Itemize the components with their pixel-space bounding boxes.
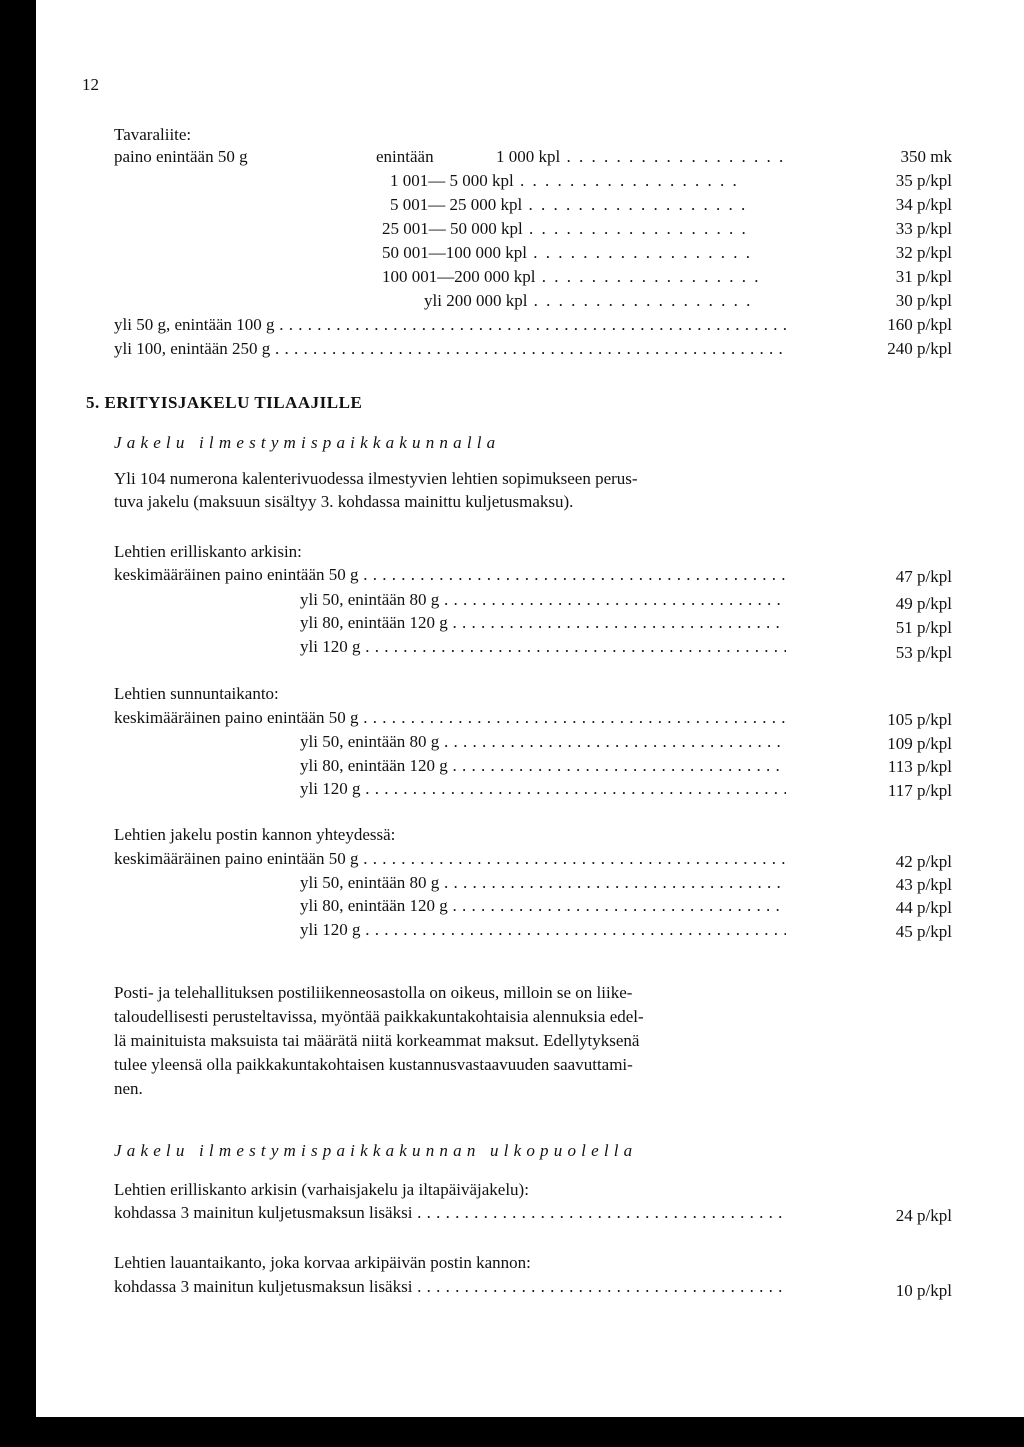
rate-row: yli 120 g . . . (300, 636, 786, 658)
rate-value: 51 p/kpl (895, 618, 952, 637)
subheading-local: Jakelu ilmestymispaikkakunnalla (114, 433, 501, 452)
outside-title: Lehtien lauantaikanto, joka korvaa arkipäivän postin kannon: (114, 1253, 531, 1272)
rate-value: 42 p/kpl (895, 852, 952, 871)
outside-row: kohdassa 3 mainitun kuljetusmaksun lisäksi . . . (114, 1202, 786, 1224)
tier-value: 30 p/kpl (895, 291, 952, 310)
rate-value: 44 p/kpl (895, 898, 952, 917)
rate-value: 53 p/kpl (895, 643, 952, 662)
weight-value: 240 p/kpl (887, 339, 952, 358)
rate-value: 105 p/kpl (887, 710, 952, 729)
weight-value: 160 p/kpl (887, 315, 952, 334)
rate-row: keskimääräinen paino enintään 50 g . . . (114, 848, 786, 870)
section-heading: 5. ERITYISJAKELU TILAAJILLE (86, 393, 363, 412)
rate-value: 47 p/kpl (895, 567, 952, 586)
intro-line-2: tuva jakelu (maksuun sisältyy 3. kohdassa mainittu kuljetusmaksu). (114, 492, 574, 511)
weight-row: yli 50 g, enintään 100 g . . . (114, 314, 786, 336)
tier-row: 100 001—200 000 kpl . . . . . . . . . . . . . . . . . . (382, 267, 761, 286)
rate-row: keskimääräinen paino enintään 50 g . . . (114, 707, 786, 729)
rate-row: yli 50, enintään 80 g . . . (300, 589, 786, 611)
intro-line-1: Yli 104 numerona kalenterivuodessa ilmestyvien lehtien sopimukseen perus- (114, 469, 638, 488)
group-title: Lehtien jakelu postin kannon yhteydessä: (114, 825, 396, 844)
note-line: lä mainituista maksuista tai määrätä niitä korkeammat maksut. Edellytyksenä (114, 1031, 640, 1050)
outside-title: Lehtien erilliskanto arkisin (varhaisjakelu ja iltapäiväjakelu): (114, 1180, 529, 1199)
note-line: tulee yleensä olla paikkakuntakohtaisen kustannusvastaavuuden saavuttami- (114, 1055, 633, 1074)
subheading-outside: Jakelu ilmestymispaikkakunnan ulkopuolella (114, 1141, 638, 1160)
tier-row: enintään 1 000 kpl . . . . . . . . . . . . . . . . . . (376, 147, 786, 166)
note-line: Posti- ja telehallituksen postiliikenneosastolla on oikeus, milloin se on liike- (114, 983, 633, 1002)
outside-row: kohdassa 3 mainitun kuljetusmaksun lisäksi . . . (114, 1276, 786, 1298)
tier-value: 33 p/kpl (895, 219, 952, 238)
tavaraliite-title: Tavaraliite: (114, 125, 192, 144)
note-line: nen. (114, 1079, 143, 1098)
document-page (36, 0, 1024, 1417)
tier-value: 32 p/kpl (895, 243, 952, 262)
group-title: Lehtien erilliskanto arkisin: (114, 542, 302, 561)
tier-value: 350 mk (900, 147, 952, 166)
tier-row: yli 200 000 kpl . . . . . . . . . . . . . . . . . . (424, 291, 753, 310)
note-line: taloudellisesti perusteltavissa, myöntää paikkakuntakohtaisia alennuksia edel- (114, 1007, 644, 1026)
rate-value: 113 p/kpl (887, 757, 952, 776)
page-number: 12 (82, 75, 99, 94)
tavaraliite-weight-label: paino enintään 50 g (114, 147, 248, 166)
rate-row: yli 50, enintään 80 g . . . (300, 872, 786, 894)
tier-row: 1 001— 5 000 kpl . . . . . . . . . . . . . . . . . . (390, 171, 739, 190)
tier-value: 31 p/kpl (895, 267, 952, 286)
rate-row: yli 120 g . . . (300, 919, 786, 941)
rate-row: yli 80, enintään 120 g . . . (300, 755, 786, 777)
rate-row: yli 50, enintään 80 g . . . (300, 731, 786, 753)
tier-value: 34 p/kpl (895, 195, 952, 214)
rate-value: 49 p/kpl (895, 594, 952, 613)
rate-row: yli 120 g . . . (300, 778, 786, 800)
rate-row: yli 80, enintään 120 g . . . (300, 895, 786, 917)
rate-value: 45 p/kpl (895, 922, 952, 941)
tier-row: 25 001— 50 000 kpl . . . . . . . . . . . . . . . . . . (382, 219, 748, 238)
rate-value: 109 p/kpl (887, 734, 952, 753)
tier-value: 35 p/kpl (895, 171, 952, 190)
bottom-border (36, 1417, 1024, 1447)
tier-row: 50 001—100 000 kpl . . . . . . . . . . . . . . . . . . (382, 243, 752, 262)
rate-value: 117 p/kpl (887, 781, 952, 800)
left-border (0, 0, 36, 1447)
outside-value: 24 p/kpl (895, 1206, 952, 1225)
rate-row: yli 80, enintään 120 g . . . (300, 612, 786, 634)
outside-value: 10 p/kpl (895, 1281, 952, 1300)
group-title: Lehtien sunnuntaikanto: (114, 684, 279, 703)
tier-row: 5 001— 25 000 kpl . . . . . . . . . . . . . . . . . . (390, 195, 748, 214)
weight-row: yli 100, enintään 250 g . . . (114, 338, 786, 360)
rate-value: 43 p/kpl (895, 875, 952, 894)
rate-row: keskimääräinen paino enintään 50 g . . . (114, 564, 786, 586)
